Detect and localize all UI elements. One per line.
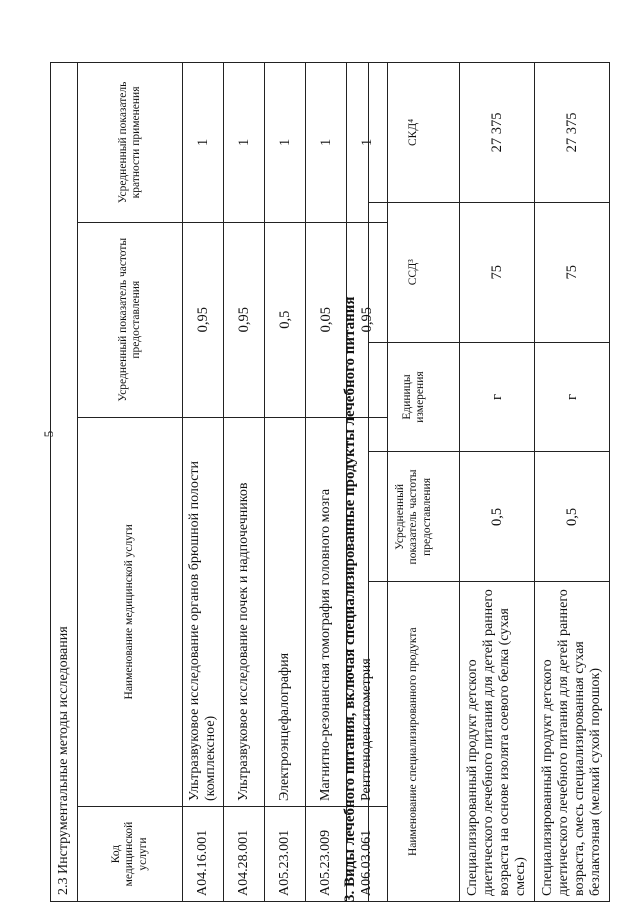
table-row xyxy=(265,63,306,902)
product-name: Специализированный продукт детского диетического лечебного питания для детей раннего возраста на основе изолята соевого белка (сухая смесь) xyxy=(460,582,535,902)
service-frequency: 0,95 xyxy=(224,222,265,417)
service-multiplicity: 1 xyxy=(183,63,224,223)
service-code: A05.23.001 xyxy=(265,807,306,902)
table-row xyxy=(535,63,610,902)
header-product-name: Наименование специализированного продукта xyxy=(369,582,460,902)
product-name: Специализированный продукт детского диетического лечебного питания для детей раннего возраста, смесь специализированная сухая безлактозная (мелкий сухой порошок) xyxy=(535,582,610,902)
service-code: A04.28.001 xyxy=(224,807,265,902)
table-row xyxy=(183,63,224,902)
service-code: A06.03.061 xyxy=(347,807,388,902)
product-skd: 27 375 xyxy=(460,63,535,203)
product-frequency: 0,5 xyxy=(460,452,535,582)
header-frequency: Усредненный показатель частоты предоставления xyxy=(78,222,183,417)
product-ssd: 75 xyxy=(535,202,610,342)
service-name: Рентгеноденситометрия xyxy=(347,417,388,806)
service-code: A04.16.001 xyxy=(183,807,224,902)
instrumental-methods-table xyxy=(50,62,388,902)
product-unit: г xyxy=(460,342,535,452)
service-name: Магнитно-резонансная томография головного мозга xyxy=(306,417,347,806)
header-code: Код медицинской услуги xyxy=(78,807,183,902)
header-name: Наименование медицинской услуги xyxy=(78,417,183,806)
product-ssd: 75 xyxy=(460,202,535,342)
service-frequency: 0,05 xyxy=(306,222,347,417)
service-code: A05.23.009 xyxy=(306,807,347,902)
service-name: Ультразвуковое исследование почек и надпочечников xyxy=(224,417,265,806)
section-title: 2.3 Инструментальные методы исследования xyxy=(51,63,78,902)
header-skd: СКД⁴ xyxy=(369,63,460,203)
header-unit: Единицы измерения xyxy=(369,342,460,452)
service-multiplicity: 1 xyxy=(265,63,306,223)
service-frequency: 0,95 xyxy=(183,222,224,417)
table-row xyxy=(460,63,535,902)
page-number: 5 xyxy=(41,430,56,438)
service-frequency: 0,5 xyxy=(265,222,306,417)
rotated-page-content xyxy=(50,42,604,902)
service-multiplicity: 1 xyxy=(306,63,347,223)
service-frequency: 0,95 xyxy=(347,222,388,417)
section-heading: 3. Виды лечебного питания, включая специализированные продукты лечебного питания xyxy=(342,296,358,902)
product-skd: 27 375 xyxy=(535,63,610,203)
table-row xyxy=(224,63,265,902)
header-frequency: Усредненный показатель частоты предоставления xyxy=(369,452,460,582)
product-unit: г xyxy=(535,342,610,452)
clinical-nutrition-table xyxy=(368,62,610,902)
table-row xyxy=(306,63,347,902)
service-multiplicity: 1 xyxy=(347,63,388,223)
header-multiplicity: Усредненный показатель кратности применения xyxy=(78,63,183,223)
product-frequency: 0,5 xyxy=(535,452,610,582)
service-name: Ультразвуковое исследование органов брюшной полости (комплексное) xyxy=(183,417,224,806)
service-name: Электроэнцефалография xyxy=(265,417,306,806)
service-multiplicity: 1 xyxy=(224,63,265,223)
header-ssd: ССД³ xyxy=(369,202,460,342)
